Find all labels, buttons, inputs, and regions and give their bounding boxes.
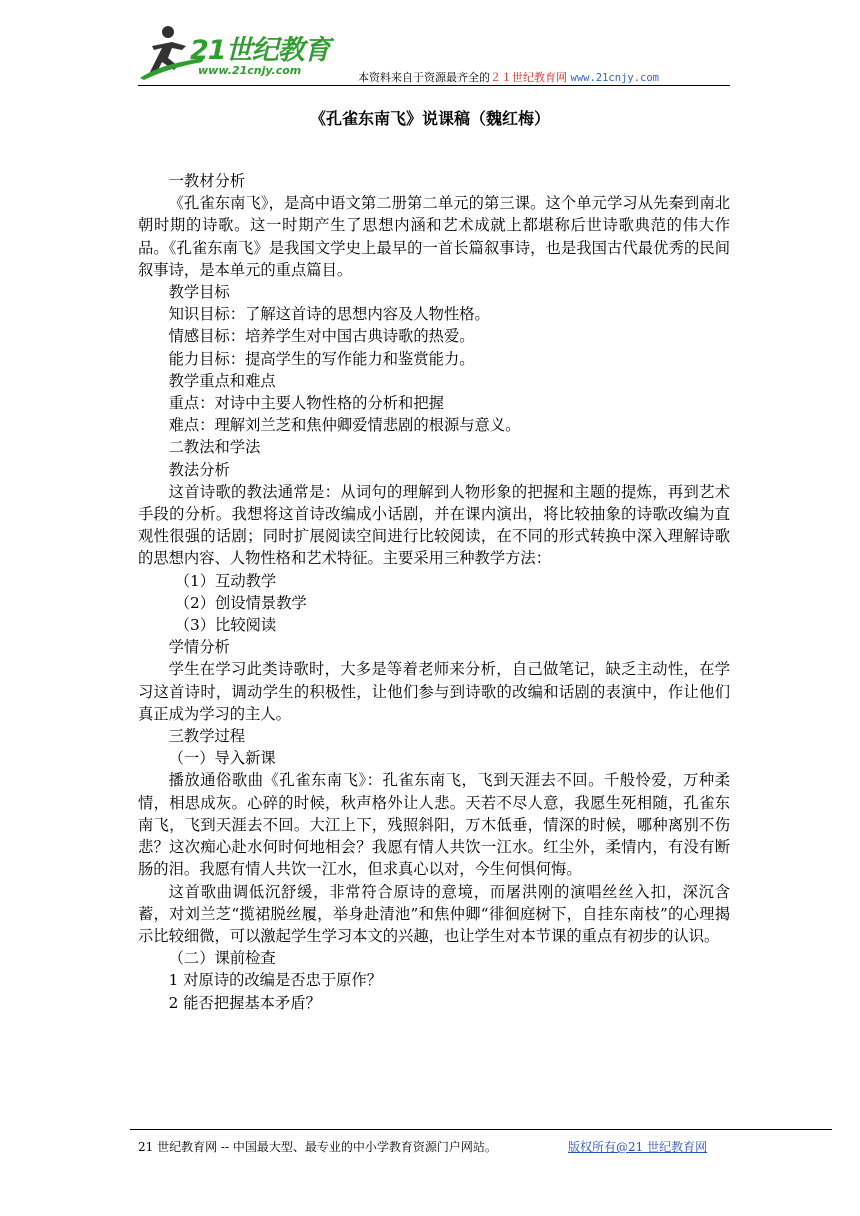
section-heading: 一教材分析 bbox=[168, 172, 246, 190]
paragraph: 这首歌曲调低沉舒缓，非常符合原诗的意境，而屠洪刚的演唱丝丝入扣，深沉含蓄，对刘兰芝“揽裙脱丝履，举身赴清池”和焦仲卿“徘徊庭树下，自挂东南枝”的心理揭示比较细微，可以激起学生学习本文的兴趣，也让学生对本节课的重点有初步的认识。 bbox=[138, 882, 730, 945]
paragraph: 重点：对诗中主要人物性格的分析和把握 bbox=[168, 394, 444, 413]
subheading: 教学重点和难点 bbox=[168, 371, 276, 390]
subheading: （二）课前检查 bbox=[168, 949, 276, 968]
footer-divider bbox=[130, 1129, 832, 1130]
tagline-site-name[interactable]: ２１世纪教育网 bbox=[490, 71, 567, 84]
list-item: 2 能否把握基本矛盾？ bbox=[168, 993, 321, 1012]
paragraph: 情感目标：培养学生对中国古典诗歌的热爱。 bbox=[168, 327, 475, 346]
paragraph: 学生在学习此类诗歌时，大多是等着老师来分析，自己做笔记，缺乏主动性，在学习这首诗时，调动学生的积极性，让他们参与到诗歌的改编和话剧的表演中，作让他们真正成为学习的主人。 bbox=[138, 660, 730, 723]
paragraph: 知识目标：了解这首诗的思想内容及人物性格。 bbox=[168, 305, 490, 324]
paragraph: 播放通俗歌曲《孔雀东南飞》：孔雀东南飞，飞到天涯去不回。千般怜爱，万种柔情，相思成灰。心碎的时候，秋声格外让人悲。天若不尽人意，我愿生死相随，孔雀东南飞，飞到天涯去不回。大江上下，残照斜阳，万木低垂，情深的时候，哪种离别不伤悲？这次痴心赴水何时何地相会？我愿有情人共饮一江水。红尘外，柔情内，有没有断肠的泪。我愿有情人共饮一江水，但求真心以对，今生何惧何悔。 bbox=[138, 771, 730, 879]
tagline-url-link[interactable]: www.21cnjy.com bbox=[570, 72, 660, 84]
paragraph: 能力目标：提高学生的写作能力和鉴赏能力。 bbox=[168, 349, 475, 368]
list-item: （3）比较阅读 bbox=[174, 616, 277, 635]
section-heading: 三教学过程 bbox=[168, 727, 246, 746]
subheading: 教法分析 bbox=[168, 460, 230, 479]
logo-url-text: www.21cnjy.com bbox=[198, 64, 302, 77]
subheading: 学情分析 bbox=[168, 638, 230, 657]
list-item: （1）互动教学 bbox=[174, 571, 277, 590]
footer-site-description: 21 世纪教育网 -- 中国最大型、最专业的中小学教育资源门户网站。 bbox=[138, 1140, 497, 1154]
subheading: （一）导入新课 bbox=[168, 749, 276, 768]
subheading: 教学目标 bbox=[168, 283, 230, 302]
document-title: 《孔雀东南飞》说课稿（魏红梅） bbox=[309, 109, 550, 128]
paragraph: 难点：理解刘兰芝和焦仲卿爱情悲剧的根源与意义。 bbox=[168, 416, 521, 435]
logo-brand-text: 21世纪教育 bbox=[190, 35, 330, 66]
paragraph: 这首诗歌的教法通常是：从词句的理解到人物形象的把握和主题的提炼，再到艺术手段的分析。我想将这首诗改编成小话剧，并在课内演出，将比较抽象的诗歌改编为直观性很强的话剧；同时扩展阅读空间进行比较阅读，在不同的形式转换中深入理解诗歌的思想内容、人物性格和艺术特征。主要采用三种教学方法： bbox=[138, 482, 730, 568]
section-heading: 二教法和学法 bbox=[168, 438, 261, 457]
header-tagline bbox=[358, 69, 659, 85]
page-header bbox=[0, 0, 860, 90]
site-logo[interactable] bbox=[138, 22, 338, 84]
list-item: （2）创设情景教学 bbox=[174, 593, 307, 612]
tagline-prefix: 本资料来自于资源最齐全的 bbox=[358, 71, 490, 84]
footer-copyright-link[interactable]: 版权所有@21 世纪教育网 bbox=[568, 1140, 708, 1154]
list-item: 1 对原诗的改编是否忠于原作？ bbox=[168, 971, 383, 990]
document-body bbox=[138, 170, 730, 1014]
paragraph: 《孔雀东南飞》，是高中语文第二册第二单元的第三课。这个单元学习从先秦到南北朝时期的诗歌。这一时期产生了思想内涵和艺术成就上都堪称后世诗歌典范的伟大作品。《孔雀东南飞》是我国文学史上最早的一首长篇叙事诗，也是我国古代最优秀的民间叙事诗，是本单元的重点篇目。 bbox=[138, 194, 730, 279]
header-divider bbox=[138, 85, 730, 86]
